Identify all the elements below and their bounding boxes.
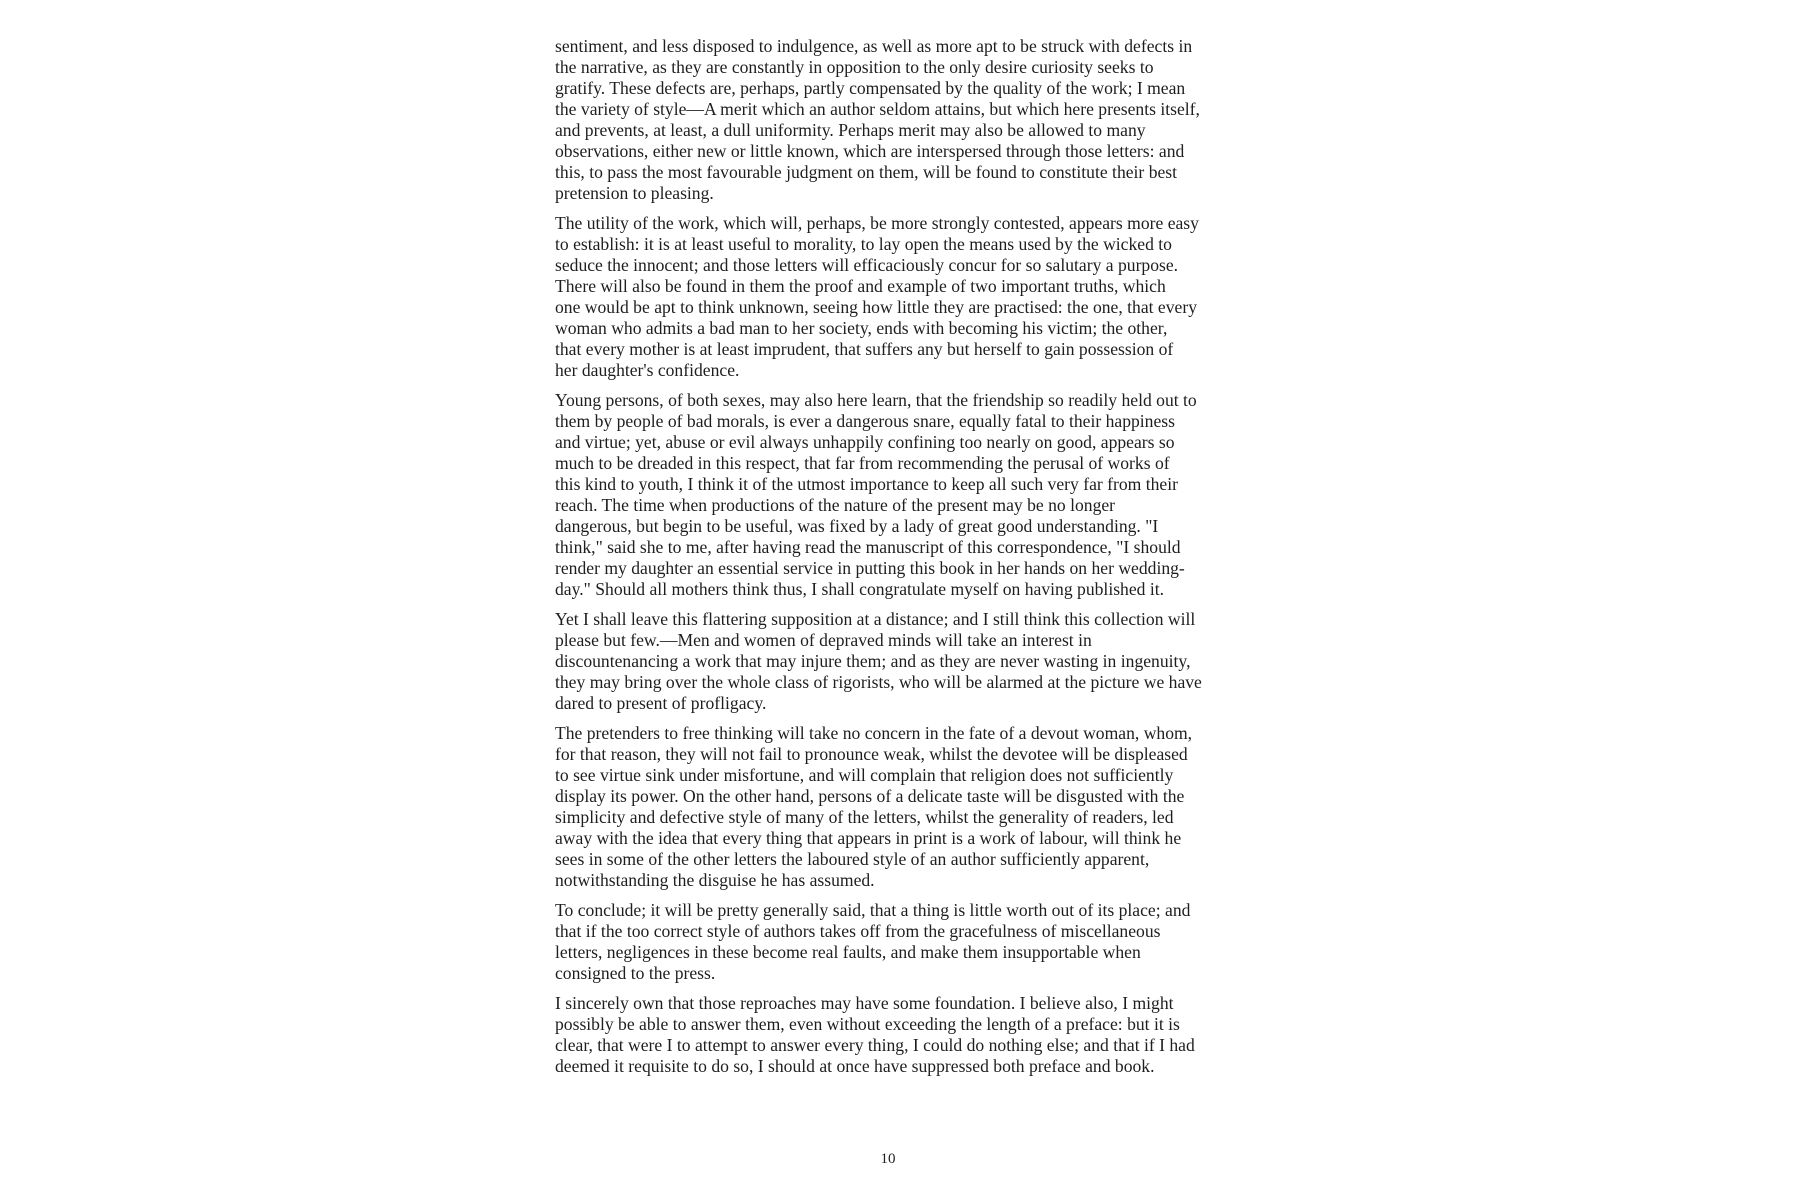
page-number: 10 [880,1151,896,1167]
body-text [555,36,1227,1086]
paragraph: sentiment, and less disposed to indulgence, as well as more apt to be struck with defects in the narrative, as they are constantly in opposition to the only desire curiosity seeks to gratify. These defects are, perhaps, partly compensated by the quality of the work; I mean the variety of style—A merit which an author seldom attains, but which here presents itself, and prevents, at least, a dull uniformity. Perhaps merit may also be allowed to many observations, either new or little known, which are interspersed through those letters: and this, to pass the most favourable judgment on them, will be found to constitute their best pretension to pleasing. [555,36,1200,203]
paragraph: Yet I shall leave this flattering supposition at a distance; and I still think this collection will please but few.—Men and women of depraved minds will take an interest in discountenancing a work that may injure them; and as they are never wasting in ingenuity, they may bring over the whole class of rigorists, who will be alarmed at the picture we have dared to present of profligacy. [555,609,1202,713]
paragraph: To conclude; it will be pretty generally said, that a thing is little worth out of its place; and that if the too correct style of authors takes off from the gracefulness of miscellaneous letters, negligences in these become real faults, and make them insupportable when consigned to the press. [555,900,1191,983]
paragraph: The utility of the work, which will, perhaps, be more strongly contested, appears more easy to establish: it is at least useful to morality, to lay open the means used by the wicked to seduce the innocent; and those letters will efficaciously concur for so salutary a purpose. There will also be found in them the proof and example of two important truths, which one would be apt to think unknown, seeing how little they are practised: the one, that every woman who admits a bad man to her society, ends with becoming his victim; the other, that every mother is at least imprudent, that suffers any but herself to gain possession of her daughter's confidence. [555,213,1199,380]
paragraph: I sincerely own that those reproaches may have some foundation. I believe also, I might possibly be able to answer them, even without exceeding the length of a preface: but it is clear, that were I to attempt to answer every thing, I could do nothing else; and that if I had deemed it requisite to do so, I should at once have suppressed both preface and book. [555,993,1195,1076]
paragraph: The pretenders to free thinking will take no concern in the fate of a devout woman, whom, for that reason, they will not fail to pronounce weak, whilst the devotee will be displeased to see virtue sink under misfortune, and will complain that religion does not sufficiently display its power. On the other hand, persons of a delicate taste will be disgusted with the simplicity and defective style of many of the letters, whilst the generality of readers, led away with the idea that every thing that appears in print is a work of labour, will think he sees in some of the other letters the laboured style of an author sufficiently apparent, notwithstanding the disguise he has assumed. [555,723,1193,890]
paragraph: Young persons, of both sexes, may also here learn, that the friendship so readily held out to them by people of bad morals, is ever a dangerous snare, equally fatal to their happiness and virtue; yet, abuse or evil always unhappily confining too nearly on good, appears so much to be dreaded in this respect, that far from recommending the perusal of works of this kind to youth, I think it of the utmost importance to keep all such very far from their reach. The time when productions of the nature of the present may be no longer dangerous, but begin to be useful, was fixed by a lady of great good understanding. "I think," said she to me, after having read the manuscript of this correspondence, "I should render my daughter an essential service in putting this book in her hands on her wedding- day." Should all mothers think thus, I shall congratulate myself on having published it. [555,390,1197,599]
